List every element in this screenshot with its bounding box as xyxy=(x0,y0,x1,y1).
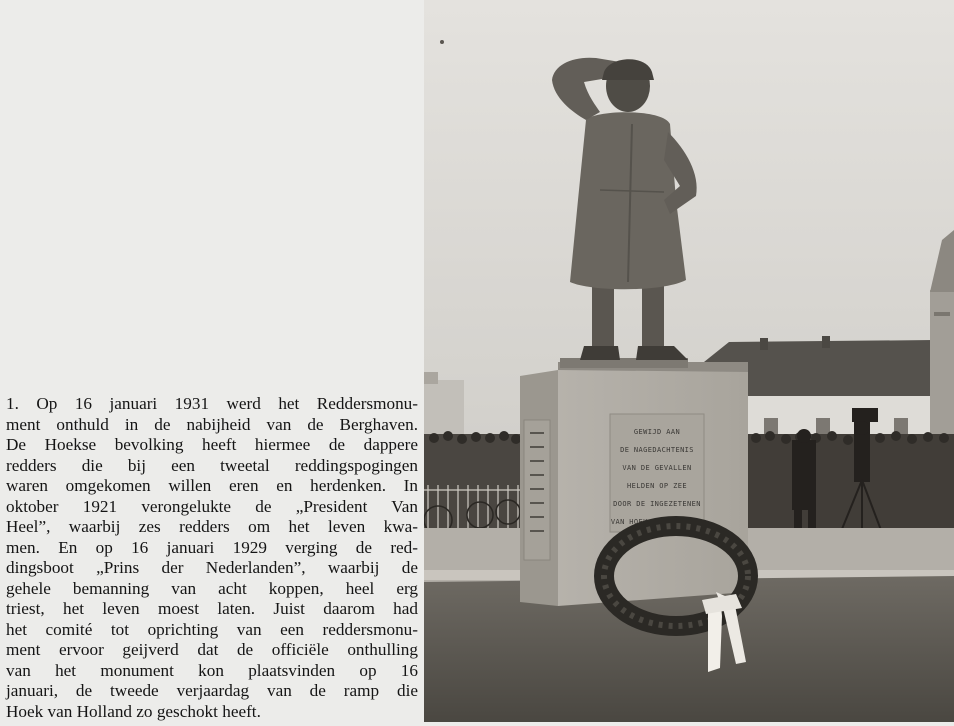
caption-line: men. En op 16 januari 1929 verging de red- xyxy=(6,537,418,557)
caption-line: redders die bij een tweetal reddingspogingen xyxy=(6,455,418,475)
left-building xyxy=(424,372,464,435)
ground xyxy=(424,576,954,722)
caption-line: oktober 1921 verongelukte de „President Van xyxy=(6,496,418,516)
caption-line: triest, het leven moest laten. Juist daarom had xyxy=(6,599,418,618)
caption-line: De Hoekse bevolking heeft hiermee de dappere xyxy=(6,435,418,454)
caption-line: Heel”, waarbij zes redders om het leven kwa- xyxy=(6,517,418,536)
film-speck xyxy=(440,40,444,44)
photo-caption xyxy=(6,394,418,722)
caption-line: gehele bemanning van acht koppen, heel erg xyxy=(6,578,418,598)
caption-line: dingsboot „Prins der Nederlanden”, waarbij de xyxy=(6,558,418,577)
plaque-line: VAN HOEK VAN HOLLAND xyxy=(610,518,704,526)
plaque-line: GEWIJD AAN xyxy=(633,428,681,436)
plaque-line: DOOR DE INGEZETENEN xyxy=(613,500,701,508)
plaque-line: VAN DE GEVALLEN xyxy=(622,464,692,472)
caption-line: Hoek van Holland zo geschokt heeft. xyxy=(6,701,261,721)
caption-line: waren omgekomen willen eren en herdenken. In xyxy=(6,476,418,495)
plaque-line: DE NAGEDACHTENIS xyxy=(620,446,694,454)
caption-line: 1. Op 16 januari 1931 werd het Reddersmonu- xyxy=(6,394,418,413)
monument-photograph xyxy=(424,0,954,722)
caption-line: ment ervoor geijverd dat de officiële onthulling xyxy=(6,640,418,659)
caption-line: ment onthuld in de nabijheid van de Berghaven. xyxy=(6,414,418,434)
caption-line: januari, de tweede verjaardag van de ramp die xyxy=(6,681,418,700)
inscription-plaque xyxy=(610,414,704,532)
plaque-line: HELDEN OP ZEE xyxy=(627,482,687,490)
caption-line: het comité tot oprichting van een reddersmonu- xyxy=(6,619,418,639)
caption-line: van het monument kon plaatsvinden op 16 xyxy=(6,660,418,680)
